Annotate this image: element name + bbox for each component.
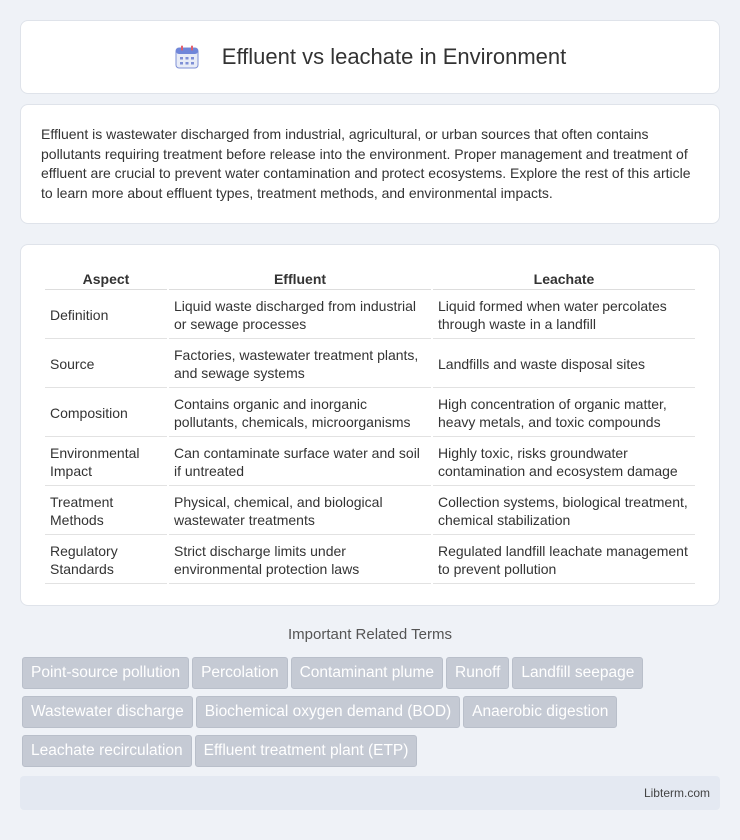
effluent-cell: Liquid waste discharged from industrial or sewage processes xyxy=(169,292,431,339)
column-header: Effluent xyxy=(169,267,431,290)
aspect-cell: Definition xyxy=(45,292,167,339)
footer-site-link[interactable]: Libterm.com xyxy=(643,786,710,800)
aspect-cell: Treatment Methods xyxy=(45,488,167,535)
term-tag[interactable]: Effluent treatment plant (ETP) xyxy=(195,735,418,767)
leachate-cell: Liquid formed when water percolates through waste in a landfill xyxy=(433,292,695,339)
table-row xyxy=(45,488,695,535)
table-header-row xyxy=(45,267,695,290)
aspect-cell: Environmental Impact xyxy=(45,439,167,486)
intro-card xyxy=(20,104,720,224)
leachate-cell: Collection systems, biological treatment, chemical stabilization xyxy=(433,488,695,535)
effluent-cell: Can contaminate surface water and soil if untreated xyxy=(169,439,431,486)
term-tag[interactable]: Wastewater discharge xyxy=(22,696,193,728)
aspect-cell: Composition xyxy=(45,390,167,437)
aspect-cell: Regulatory Standards xyxy=(45,537,167,584)
term-tag[interactable]: Landfill seepage xyxy=(512,657,643,689)
term-tag[interactable]: Percolation xyxy=(192,657,288,689)
calendar-icon xyxy=(174,44,200,70)
related-terms-list xyxy=(22,657,722,774)
comparison-card xyxy=(20,244,720,606)
term-tag[interactable]: Point-source pollution xyxy=(22,657,189,689)
column-header: Aspect xyxy=(45,267,167,290)
term-tag[interactable]: Runoff xyxy=(446,657,509,689)
term-tag[interactable]: Contaminant plume xyxy=(291,657,443,689)
header-card xyxy=(20,20,720,94)
table-row xyxy=(45,439,695,486)
table-row xyxy=(45,292,695,339)
comparison-table xyxy=(43,265,697,586)
term-tag[interactable]: Leachate recirculation xyxy=(22,735,192,767)
term-tag[interactable]: Biochemical oxygen demand (BOD) xyxy=(196,696,460,728)
column-header: Leachate xyxy=(433,267,695,290)
term-tag[interactable]: Anaerobic digestion xyxy=(463,696,617,728)
page-title: Effluent vs leachate in Environment xyxy=(221,44,567,69)
related-terms-title: Important Related Terms xyxy=(288,626,452,643)
effluent-cell: Contains organic and inorganic pollutants, chemicals, microorganisms xyxy=(169,390,431,437)
table-row xyxy=(45,537,695,584)
effluent-cell: Physical, chemical, and biological wastewater treatments xyxy=(169,488,431,535)
footer xyxy=(20,776,720,810)
effluent-cell: Strict discharge limits under environmental protection laws xyxy=(169,537,431,584)
leachate-cell: Regulated landfill leachate management to prevent pollution xyxy=(433,537,695,584)
effluent-cell: Factories, wastewater treatment plants, and sewage systems xyxy=(169,341,431,388)
leachate-cell: High concentration of organic matter, heavy metals, and toxic compounds xyxy=(433,390,695,437)
leachate-cell: Highly toxic, risks groundwater contamination and ecosystem damage xyxy=(433,439,695,486)
aspect-cell: Source xyxy=(45,341,167,388)
table-row xyxy=(45,390,695,437)
table-row xyxy=(45,341,695,388)
intro-paragraph: Effluent is wastewater discharged from industrial, agricultural, or urban sources that often contains pollutants requiring treatment before release into the environment. Proper management and treatment of effluent are crucial to prevent water contamination and protect ecosystems. Explore the rest of this article to learn more about effluent types, treatment methods, and environmental impacts. xyxy=(41,126,691,201)
leachate-cell: Landfills and waste disposal sites xyxy=(433,341,695,388)
